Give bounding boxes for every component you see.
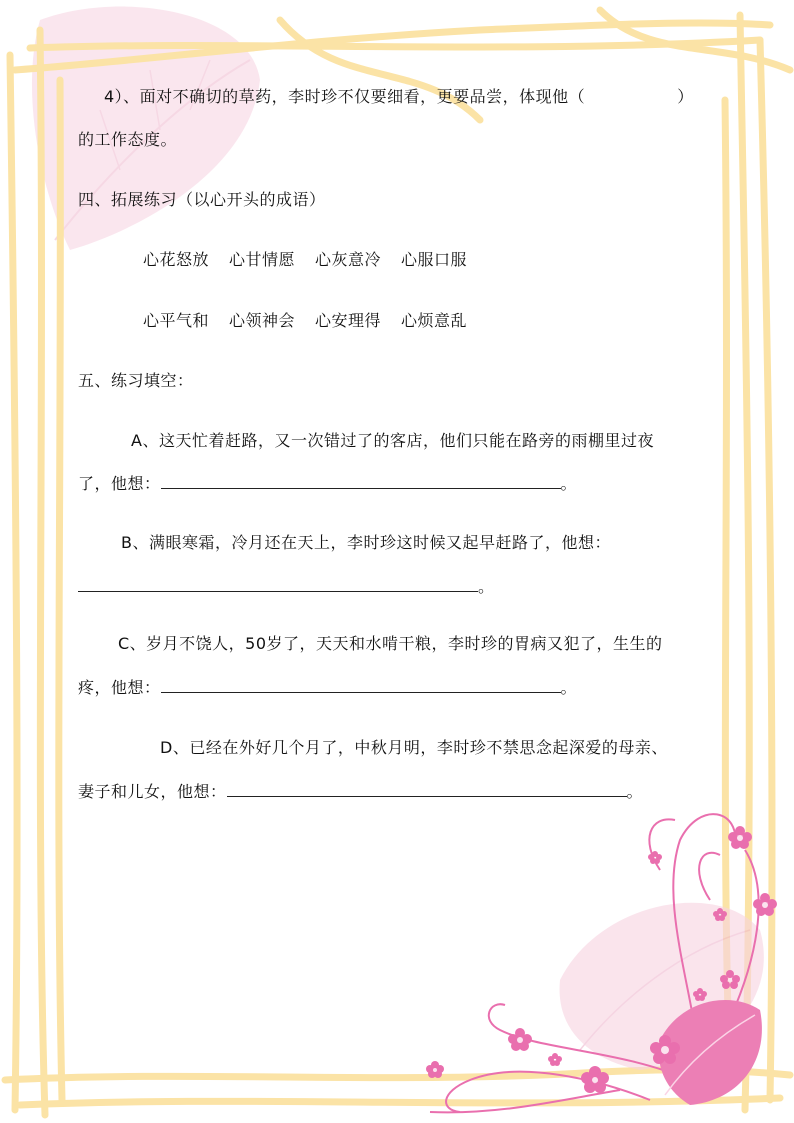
idiom-item: 心服口服: [401, 250, 468, 269]
question-4-line-2: 的工作态度。: [78, 130, 178, 149]
question-4-close-paren: ）: [677, 87, 694, 106]
section-5-heading: 五、练习填空：: [78, 371, 194, 390]
section-4-heading: 四、拓展练习（以心开头的成语）: [78, 190, 326, 209]
period: 。: [626, 782, 644, 801]
answer-blank-b[interactable]: [78, 575, 478, 592]
item-a-prompt: 了，他想：: [78, 474, 161, 493]
answer-blank-d[interactable]: [227, 780, 627, 797]
period: 。: [560, 678, 578, 697]
item-d-line-1: D、已经在外好几个月了，中秋月明，李时珍不禁思念起深爱的母亲、: [160, 738, 668, 757]
idiom-item: 心平气和: [143, 311, 210, 330]
item-d-prompt: 妻子和儿女，他想：: [78, 782, 227, 801]
item-b-line-1: B、满眼寒霜，冷月还在天上，李时珍这时候又起早赶路了，他想：: [121, 533, 611, 552]
question-4-text: 4）、面对不确切的草药，李时珍不仅要细看，更要品尝，体现他（: [104, 87, 586, 106]
item-b-line-2: [78, 575, 495, 598]
idiom-item: 心领神会: [229, 311, 296, 330]
period: 。: [560, 474, 578, 493]
idiom-item: 心烦意乱: [401, 311, 468, 330]
idiom-item: 心灰意冷: [315, 250, 382, 269]
idiom-row-2: [143, 310, 467, 332]
item-a-line-1: A、这天忙着赶路，又一次错过了的客店，他们只能在路旁的雨棚里过夜: [131, 431, 654, 450]
question-4-line-1: [104, 86, 694, 108]
item-d-line-2: [78, 780, 643, 803]
answer-blank-a[interactable]: [161, 472, 561, 489]
period: 。: [478, 577, 495, 596]
answer-blank-c[interactable]: [161, 676, 561, 693]
idiom-row-1: [143, 249, 467, 271]
item-a-line-2: [78, 472, 577, 495]
item-c-line-2: [78, 676, 577, 699]
idiom-item: 心花怒放: [143, 250, 210, 269]
item-c-prompt: 疼，他想：: [78, 678, 161, 697]
idiom-item: 心安理得: [315, 311, 382, 330]
idiom-item: 心甘情愿: [229, 250, 296, 269]
item-c-line-1: C、岁月不饶人，50岁了，天天和水啃干粮，李时珍的胃病又犯了，生生的: [118, 634, 663, 653]
